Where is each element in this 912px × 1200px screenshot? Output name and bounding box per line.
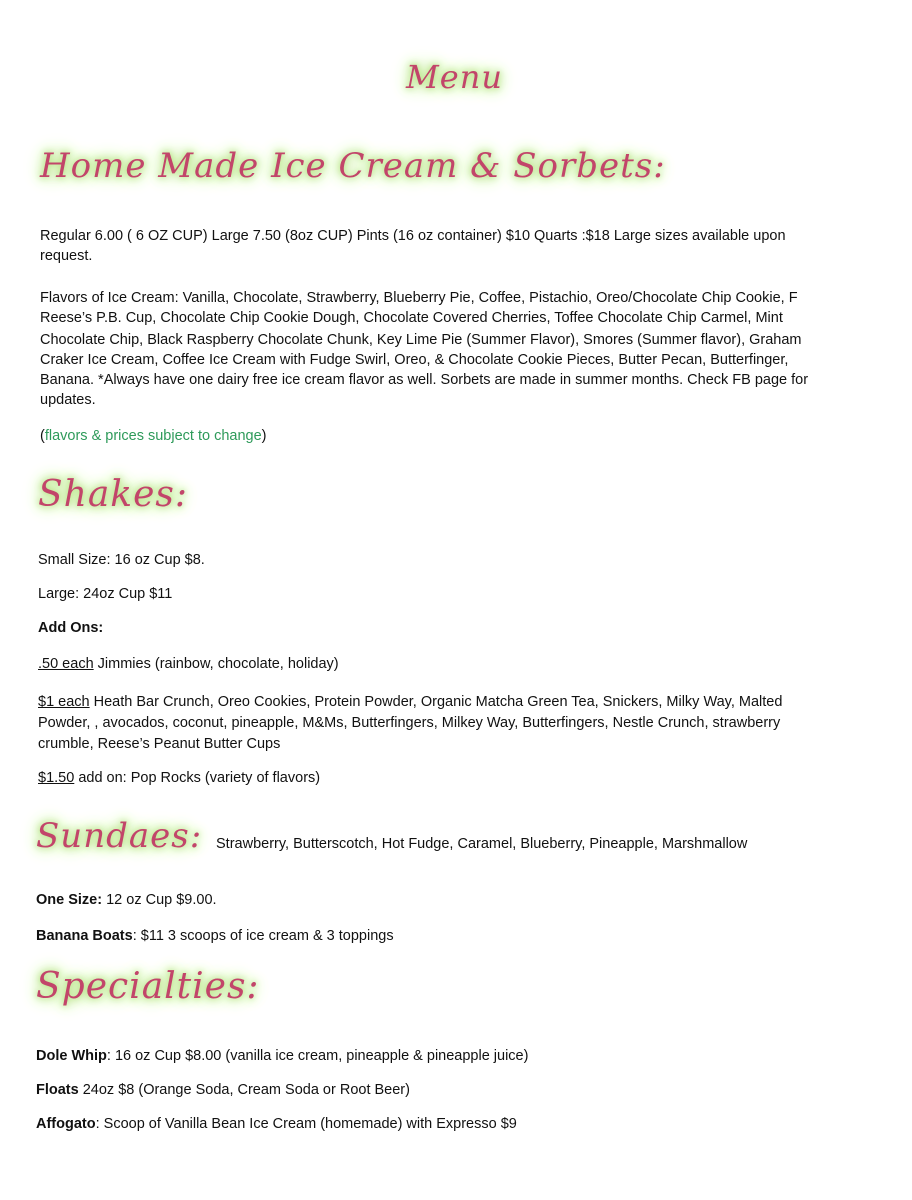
note-open-paren: ( bbox=[40, 428, 45, 444]
page-title: Menu bbox=[406, 58, 503, 96]
add-ons-label: Add Ons: bbox=[38, 620, 104, 636]
addon-50-cents bbox=[38, 654, 339, 674]
addon-1-price: $1 each bbox=[38, 694, 90, 710]
ice-cream-prices-line-2: request. bbox=[40, 248, 93, 264]
flavors-line: Flavors of Ice Cream: Vanilla, Chocolate, Strawberry, Blueberry Pie, Coffee, Pistachio, Oreo/Chocolate Chip Cookie, F bbox=[40, 290, 798, 306]
shake-large-size: Large: 24oz Cup $11 bbox=[38, 586, 173, 602]
dole-whip bbox=[36, 1046, 528, 1066]
flavors-line: updates. bbox=[40, 392, 96, 408]
section-heading-ice-cream: Home Made Ice Cream & Sorbets: bbox=[40, 146, 666, 186]
section-heading-sundaes: Sundaes: bbox=[36, 816, 203, 856]
addon-1-dollar-line-1 bbox=[38, 692, 782, 712]
addon-50-price: .50 each bbox=[38, 656, 94, 672]
dole-whip-label: Dole Whip bbox=[36, 1048, 107, 1064]
addon-150-price: $1.50 bbox=[38, 770, 75, 786]
banana-boats-text: : $11 3 scoops of ice cream & 3 toppings bbox=[132, 928, 394, 944]
flavors-line: Chocolate Chip, Black Raspberry Chocolate Chunk, Key Lime Pie (Summer Flavor), Smores (Summer flavor), Graham bbox=[40, 332, 802, 348]
addon-50-items: Jimmies (rainbow, chocolate, holiday) bbox=[93, 656, 339, 672]
sundae-one-size bbox=[36, 890, 217, 910]
floats-label: Floats bbox=[36, 1082, 79, 1098]
flavors-line: Reese’s P.B. Cup, Chocolate Chip Cookie Dough, Chocolate Covered Cherries, Toffee Chocolate Chip Carmel, Mint bbox=[40, 310, 783, 326]
banana-boats bbox=[36, 926, 394, 946]
dole-whip-text: : 16 oz Cup $8.00 (vanilla ice cream, pineapple & pineapple juice) bbox=[106, 1048, 529, 1064]
sundae-toppings: Strawberry, Butterscotch, Hot Fudge, Caramel, Blueberry, Pineapple, Marshmallow bbox=[216, 836, 748, 852]
floats-text: 24oz $8 (Orange Soda, Cream Soda or Root Beer) bbox=[78, 1082, 410, 1098]
addon-1-items: Heath Bar Crunch, Oreo Cookies, Protein Powder, Organic Matcha Green Tea, Snickers, Milky Way, Malted bbox=[89, 694, 783, 710]
section-heading-shakes: Shakes: bbox=[38, 474, 189, 515]
price-change-note bbox=[40, 426, 267, 446]
note-text: flavors & prices subject to change bbox=[44, 428, 262, 444]
section-heading-specialties: Specialties: bbox=[36, 966, 260, 1007]
affogato-label: Affogato bbox=[36, 1116, 96, 1132]
banana-boats-label: Banana Boats bbox=[36, 928, 133, 944]
addon-1-dollar-line-3: crumble, Reese’s Peanut Butter Cups bbox=[38, 736, 281, 752]
ice-cream-prices-line-1: Regular 6.00 ( 6 OZ CUP) Large 7.50 (8oz CUP) Pints (16 oz container) $10 Quarts :$18 Large sizes available upon bbox=[40, 228, 786, 244]
shake-small-size: Small Size: 16 oz Cup $8. bbox=[38, 552, 205, 568]
addon-150 bbox=[38, 768, 320, 788]
one-size-text: 12 oz Cup $9.00. bbox=[102, 892, 217, 908]
one-size-label: One Size: bbox=[36, 892, 103, 908]
floats bbox=[36, 1080, 410, 1100]
addon-150-items: add on: Pop Rocks (variety of flavors) bbox=[74, 770, 321, 786]
flavors-line: Banana. *Always have one dairy free ice cream flavor as well. Sorbets are made in summer months. Check FB page for bbox=[40, 372, 809, 388]
affogato bbox=[36, 1114, 517, 1134]
flavors-line: Craker Ice Cream, Coffee Ice Cream with Fudge Swirl, Oreo, & Chocolate Cookie Pieces, Butter Pecan, Butterfinger, bbox=[40, 352, 789, 368]
note-close-paren: ) bbox=[261, 428, 267, 444]
addon-1-dollar-line-2: Powder, , avocados, coconut, pineapple, M&Ms, Butterfingers, Milkey Way, Butterfingers, Nestle Crunch, strawberry bbox=[38, 715, 781, 731]
affogato-text: : Scoop of Vanilla Bean Ice Cream (homemade) with Expresso $9 bbox=[95, 1116, 517, 1132]
